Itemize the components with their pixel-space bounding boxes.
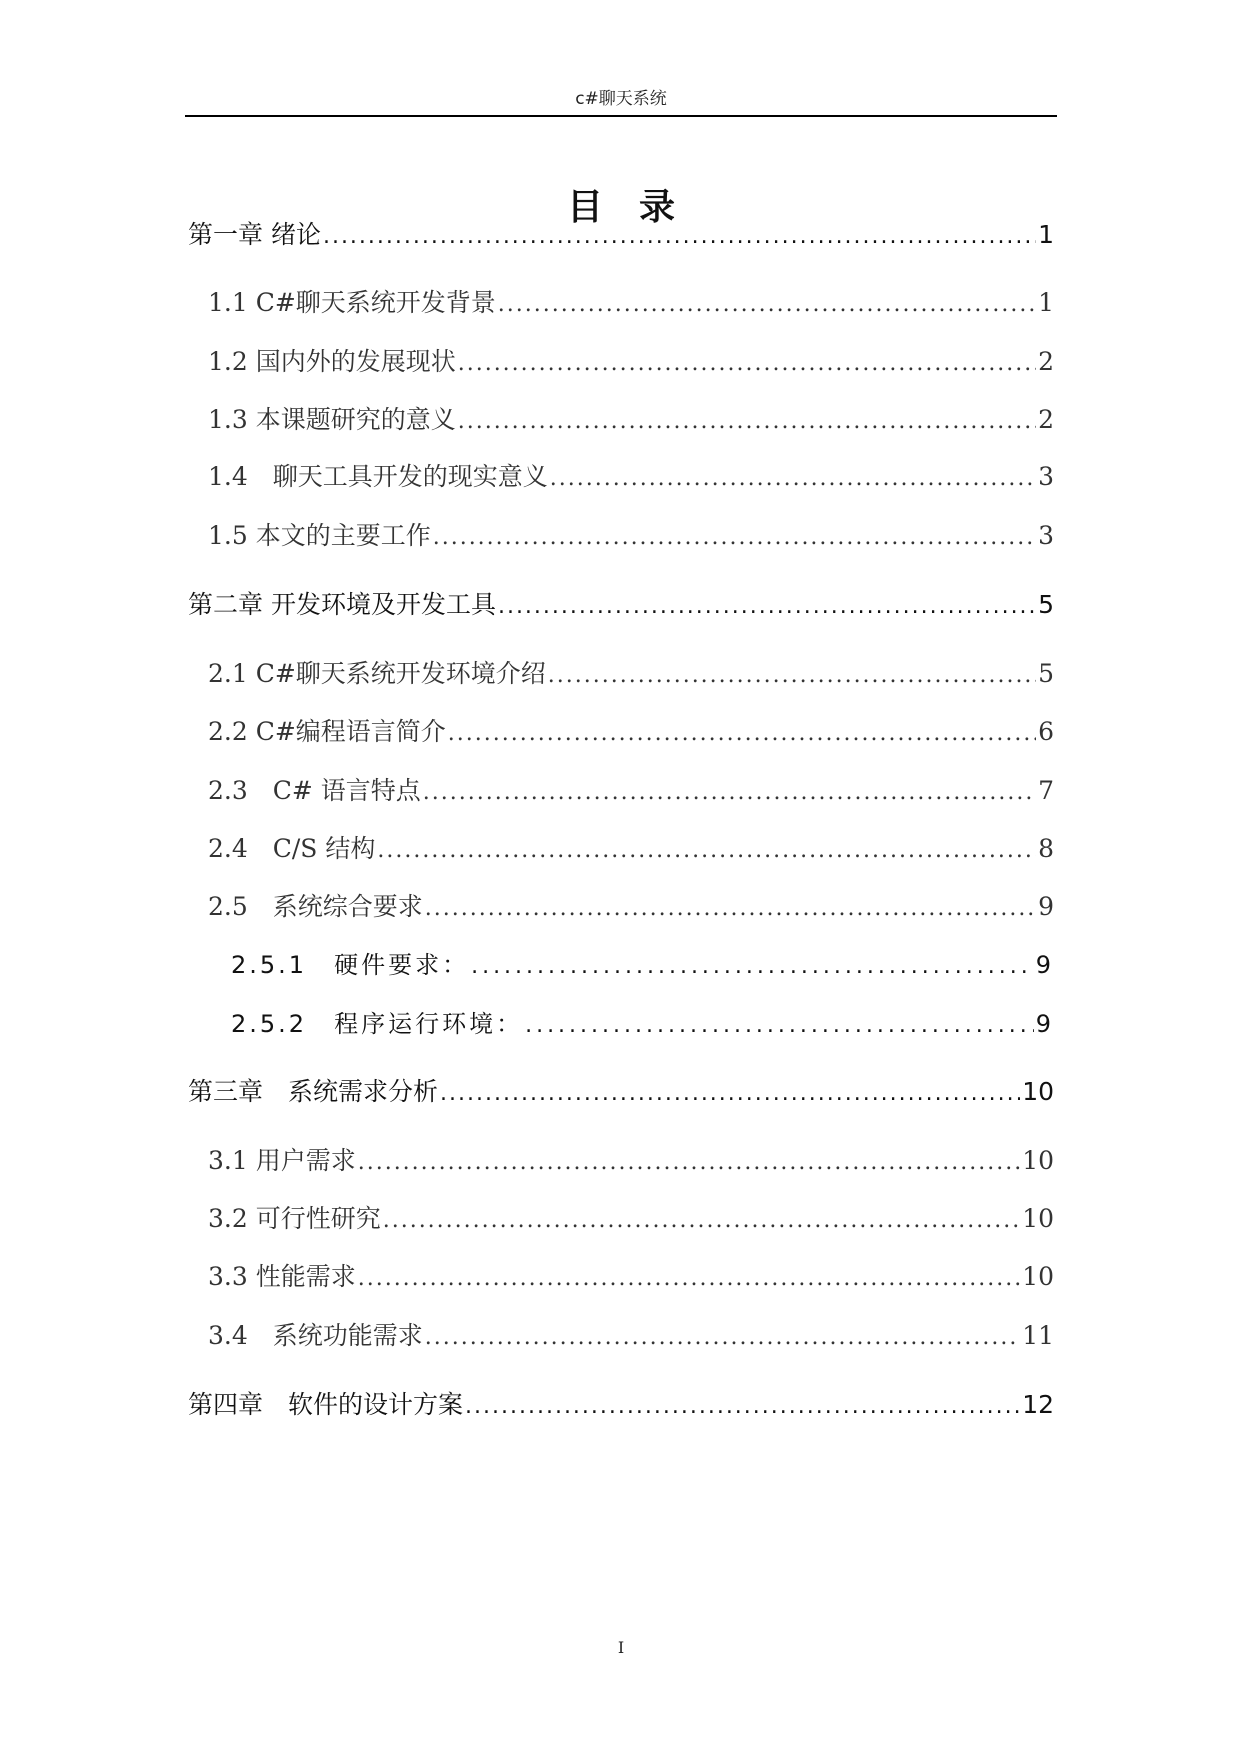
toc-entry-3-3[interactable] [208,1257,1054,1297]
toc-entry-text: 2.2 C#编程语言简介 [208,717,446,746]
toc-entry-page: 3 [1038,521,1054,550]
dot-leader [458,344,1036,384]
toc-entry-page: 11 [1022,1321,1054,1350]
toc-entry-text: 1.1 C#聊天系统开发背景 [208,288,496,317]
dot-leader [358,1259,1020,1299]
toc-entry-text: 1.2 国内外的发展现状 [208,347,456,376]
toc-entry-text: 2.5 系统综合要求 [208,892,423,921]
toc-entry-chapter-3[interactable] [188,1072,1054,1112]
toc-entry-text: 3.4 系统功能需求 [208,1321,423,1350]
toc-entry-2-5-2[interactable] [231,1004,1054,1044]
toc-entry-2-3[interactable] [208,771,1054,811]
toc-entry-page: 12 [1022,1390,1054,1419]
toc-entry-1-1[interactable] [208,283,1054,323]
toc-entry-text: 3.1 用户需求 [208,1146,356,1175]
dot-leader [433,518,1036,558]
toc-entry-page: 10 [1022,1262,1054,1291]
toc-entry-1-3[interactable] [208,400,1054,440]
dot-leader [425,889,1036,929]
dot-leader [358,1143,1020,1183]
toc-entry-2-2[interactable] [208,712,1054,752]
toc-entry-text: 第一章 绪论 [188,220,321,249]
toc-entry-page: 9 [1035,951,1054,979]
toc-entry-page: 8 [1038,834,1054,863]
dot-leader [383,1201,1020,1241]
toc-entry-1-2[interactable] [208,342,1054,382]
toc-entry-text: 第三章 系统需求分析 [188,1077,439,1106]
dot-leader [550,459,1036,499]
toc-entry-text: 2.5.1 硬件要求： [231,951,470,979]
toc-entry-page: 2 [1038,405,1054,434]
toc-entry-page: 3 [1038,462,1054,491]
toc-entry-text: 2.5.2 程序运行环境： [231,1010,524,1038]
toc-entry-2-4[interactable] [208,829,1054,869]
toc-entry-text: 1.5 本文的主要工作 [208,521,431,550]
dot-leader [465,1387,1020,1427]
dot-leader [525,1006,1034,1046]
toc-entry-text: 1.4 聊天工具开发的现实意义 [208,462,548,491]
dot-leader [440,1074,1020,1114]
dot-leader [458,402,1036,442]
dot-leader [548,656,1036,696]
toc-entry-text: 3.3 性能需求 [208,1262,356,1291]
toc-entry-text: 2.3 C# 语言特点 [208,776,421,805]
toc-entry-page: 10 [1022,1077,1054,1106]
dot-leader [471,947,1034,987]
dot-leader [423,773,1036,813]
toc-entry-2-5[interactable] [208,887,1054,927]
toc-entry-page: 5 [1038,590,1054,619]
toc-entry-chapter-2[interactable] [188,585,1054,625]
toc-entry-3-1[interactable] [208,1141,1054,1181]
dot-leader [448,714,1036,754]
toc-entry-page: 9 [1035,1010,1054,1038]
toc-entry-2-5-1[interactable] [231,945,1054,985]
toc-entry-page: 1 [1038,288,1054,317]
toc-entry-3-2[interactable] [208,1199,1054,1239]
dot-leader [498,285,1036,325]
toc-entry-text: 3.2 可行性研究 [208,1204,381,1233]
toc-entry-chapter-4[interactable] [188,1385,1054,1425]
toc-entry-text: 2.4 C/S 结构 [208,834,376,863]
toc-entry-page: 10 [1022,1146,1054,1175]
page-number: I [617,1638,625,1657]
dot-leader [323,217,1036,257]
toc-entry-page: 7 [1038,776,1054,805]
toc-entry-2-1[interactable] [208,654,1054,694]
toc-entry-text: 2.1 C#聊天系统开发环境介绍 [208,659,546,688]
toc-entry-1-5[interactable] [208,516,1054,556]
toc-entry-1-4[interactable] [208,457,1054,497]
dot-leader [377,831,1036,871]
toc-entry-page: 6 [1038,717,1054,746]
toc-entry-text: 第二章 开发环境及开发工具 [188,590,496,619]
dot-leader [498,587,1036,627]
toc-entry-text: 第四章 软件的设计方案 [188,1390,464,1419]
toc-entry-text: 1.3 本课题研究的意义 [208,405,456,434]
toc-title: 目录 [566,187,711,229]
dot-leader [425,1318,1020,1358]
toc-entry-page: 2 [1038,347,1054,376]
toc-entry-chapter-1[interactable] [188,215,1054,255]
toc-entry-page: 5 [1038,659,1054,688]
running-header: c#聊天系统 [575,89,667,109]
toc-entry-page: 1 [1038,220,1054,249]
toc-entry-3-4[interactable] [208,1316,1054,1356]
toc-entry-page: 9 [1038,892,1054,921]
toc-entry-page: 10 [1022,1204,1054,1233]
